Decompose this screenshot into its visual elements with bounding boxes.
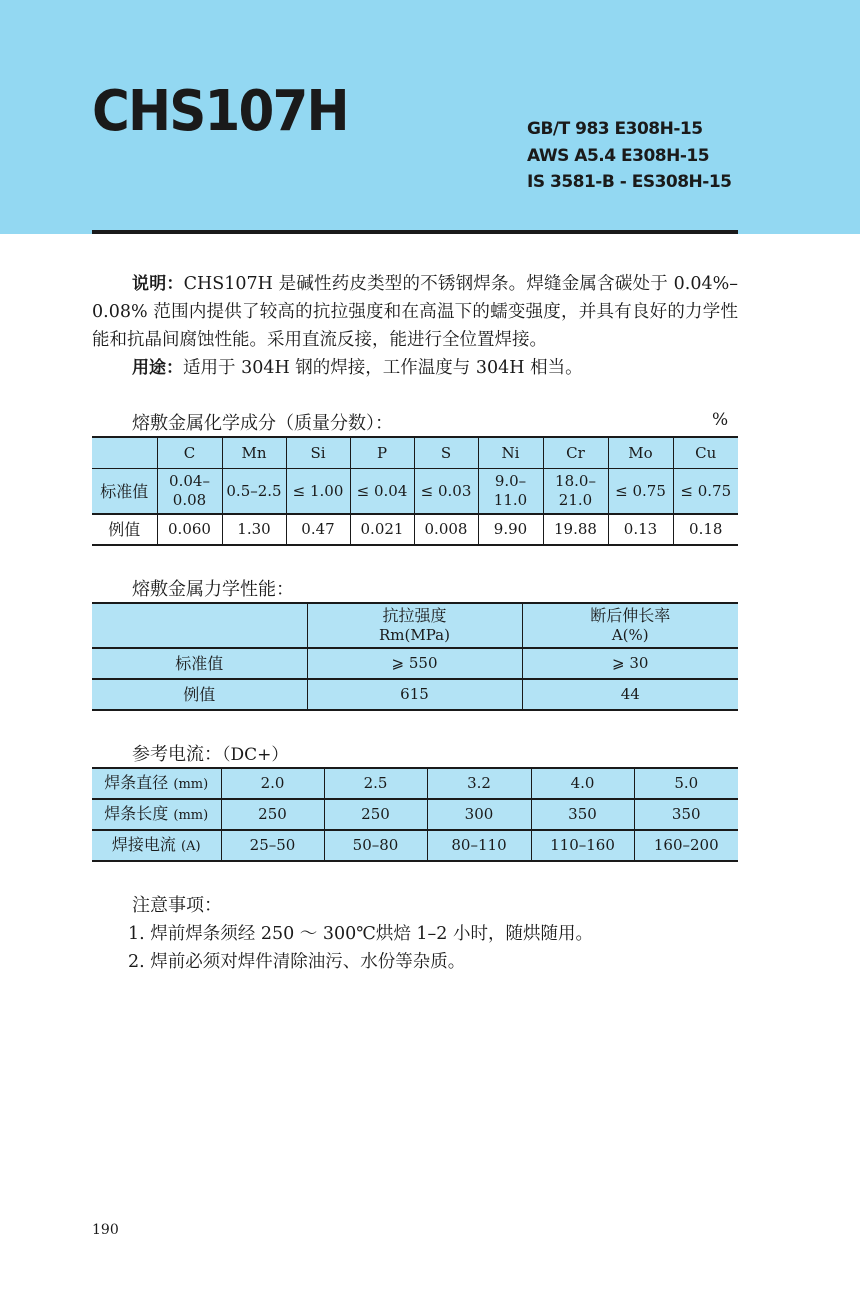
chemical-standard-ni-line1: 9.0–	[494, 472, 527, 490]
use-text: 适用于 304H 钢的焊接，工作温度与 304H 相当。	[183, 358, 583, 378]
mechanical-header-tensile	[307, 603, 522, 648]
chemical-example-cu: 0.18	[673, 514, 738, 545]
use-paragraph	[92, 354, 738, 382]
diameter-value: 5.0	[634, 768, 738, 799]
chemical-example-p: 0.021	[350, 514, 414, 545]
chemical-standard-cu: ≤ 0.75	[673, 469, 738, 515]
amperage-value: 80–110	[427, 830, 531, 861]
amperage-label-text: 焊接电流	[111, 835, 176, 854]
page-number: 190	[92, 1222, 119, 1238]
chemical-standard-cr-line2: 21.0	[558, 491, 593, 509]
notes-heading: 注意事项：	[132, 895, 222, 916]
chemical-col-cu: Cu	[673, 437, 738, 469]
diameter-label-text: 焊条直径	[104, 773, 169, 792]
mechanical-standard-tensile: ⩾ 550	[307, 648, 522, 679]
current-row-diameter	[92, 768, 738, 799]
chemical-example-mo: 0.13	[608, 514, 673, 545]
chemical-col-si: Si	[286, 437, 350, 469]
current-row-amperage	[92, 830, 738, 861]
chemical-example-c: 0.060	[157, 514, 222, 545]
note-item: 2. 焊前必须对焊件清除油污、水份等杂质。	[128, 952, 466, 972]
chemical-standard-ni	[478, 469, 543, 515]
desc-label: 说明：	[132, 274, 184, 294]
mechanical-standard-elongation: ⩾ 30	[522, 648, 738, 679]
mechanical-standard-label: 标准值	[92, 648, 307, 679]
mechanical-example-row	[92, 679, 738, 710]
chemical-standard-si: ≤ 1.00	[286, 469, 350, 515]
standard-is: IS 3581-B - ES308H-15	[527, 172, 732, 192]
diameter-value: 4.0	[531, 768, 634, 799]
amperage-value: 25–50	[221, 830, 324, 861]
length-unit: (mm)	[173, 808, 209, 823]
chemical-standard-cr-line1: 18.0–	[555, 472, 596, 490]
chemical-standard-c	[157, 469, 222, 515]
length-value: 350	[634, 799, 738, 830]
chemical-standard-mn: 0.5–2.5	[222, 469, 286, 515]
chemical-standard-s: ≤ 0.03	[414, 469, 478, 515]
diameter-label	[92, 768, 221, 799]
current-row-length	[92, 799, 738, 830]
chemical-example-ni: 9.90	[478, 514, 543, 545]
standard-aws: AWS A5.4 E308H-15	[527, 145, 710, 166]
use-label: 用途：	[132, 358, 183, 378]
chemical-col-ni: Ni	[478, 437, 543, 469]
chemical-col-p: P	[350, 437, 414, 469]
description	[92, 270, 738, 382]
length-value: 250	[324, 799, 427, 830]
chemical-col-c: C	[157, 437, 222, 469]
mechanical-example-elongation: 44	[522, 679, 738, 710]
chemical-example-si: 0.47	[286, 514, 350, 545]
chemical-table	[92, 436, 738, 546]
chemical-example-mn: 1.30	[222, 514, 286, 545]
chemical-example-row	[92, 514, 738, 545]
header-rule	[92, 230, 738, 234]
diameter-value: 2.0	[221, 768, 324, 799]
chemical-standard-p: ≤ 0.04	[350, 469, 414, 515]
mechanical-example-label: 例值	[183, 685, 216, 704]
mechanical-standard-row	[92, 648, 738, 679]
standard-gb: GB/T 983 E308H-15	[527, 119, 703, 139]
chemical-col-cr: Cr	[543, 437, 608, 469]
chemical-col-blank	[92, 437, 157, 469]
chemical-standard-ni-line2: 11.0	[493, 491, 528, 509]
desc-text: CHS107H 是碱性药皮类型的不锈钢焊条。焊缝金属含碳处于 0.04%–0.08% 范围内提供了较高的抗拉强度和在高温下的蠕变强度，并具有良好的力学性能和抗晶间腐蚀性能。采用直流反接，能进行全位置焊接。	[92, 274, 739, 350]
chemical-example-cr: 19.88	[543, 514, 608, 545]
chemical-standard-label: 标准值	[92, 469, 157, 515]
chemical-standard-cr	[543, 469, 608, 515]
tensile-title: 抗拉强度	[382, 606, 447, 625]
chemical-header-row	[92, 437, 738, 469]
current-heading-note: （DC+）	[222, 745, 289, 765]
tensile-unit: Rm(MPa)	[379, 626, 450, 644]
chemical-standard-row	[92, 469, 738, 515]
note-item: 1. 焊前焊条须经 250 ～ 300℃烘焙 1–2 小时，随烘随用。	[128, 924, 593, 944]
chemical-standard-c-line1: 0.04–	[169, 472, 210, 490]
elongation-unit: A(%)	[611, 626, 649, 644]
mechanical-header-blank	[92, 603, 307, 648]
length-value: 250	[221, 799, 324, 830]
chemical-col-s: S	[414, 437, 478, 469]
elongation-title: 断后伸长率	[590, 606, 671, 625]
amperage-unit: (A)	[181, 839, 201, 854]
current-heading	[132, 740, 288, 766]
mechanical-header-row	[92, 603, 738, 648]
header-band	[0, 0, 860, 234]
current-table	[92, 767, 738, 862]
amperage-value: 160–200	[634, 830, 738, 861]
product-title: CHS107H	[92, 79, 348, 144]
amperage-label	[92, 830, 221, 861]
chemical-standard-c-line2: 0.08	[172, 491, 207, 509]
mechanical-example-tensile: 615	[307, 679, 522, 710]
standards-list	[527, 116, 732, 196]
chemical-unit: %	[712, 410, 729, 430]
length-label-text: 焊条长度	[104, 804, 169, 823]
notes	[128, 892, 593, 976]
chemical-heading: 熔敷金属化学成分（质量分数）：	[132, 413, 393, 434]
description-paragraph	[92, 270, 738, 354]
diameter-value: 3.2	[427, 768, 531, 799]
chemical-standard-mo: ≤ 0.75	[608, 469, 673, 515]
length-value: 300	[427, 799, 531, 830]
chemical-example-s: 0.008	[414, 514, 478, 545]
diameter-unit: (mm)	[173, 777, 209, 792]
diameter-value: 2.5	[324, 768, 427, 799]
chemical-col-mn: Mn	[222, 437, 286, 469]
amperage-value: 50–80	[324, 830, 427, 861]
chemical-example-label: 例值	[108, 520, 141, 539]
mechanical-heading: 熔敷金属力学性能：	[132, 579, 294, 600]
length-label	[92, 799, 221, 830]
mechanical-header-elongation	[522, 603, 738, 648]
amperage-value: 110–160	[531, 830, 634, 861]
current-heading-text: 参考电流：	[132, 744, 222, 765]
chemical-col-mo: Mo	[608, 437, 673, 469]
length-value: 350	[531, 799, 634, 830]
mechanical-table	[92, 602, 738, 711]
